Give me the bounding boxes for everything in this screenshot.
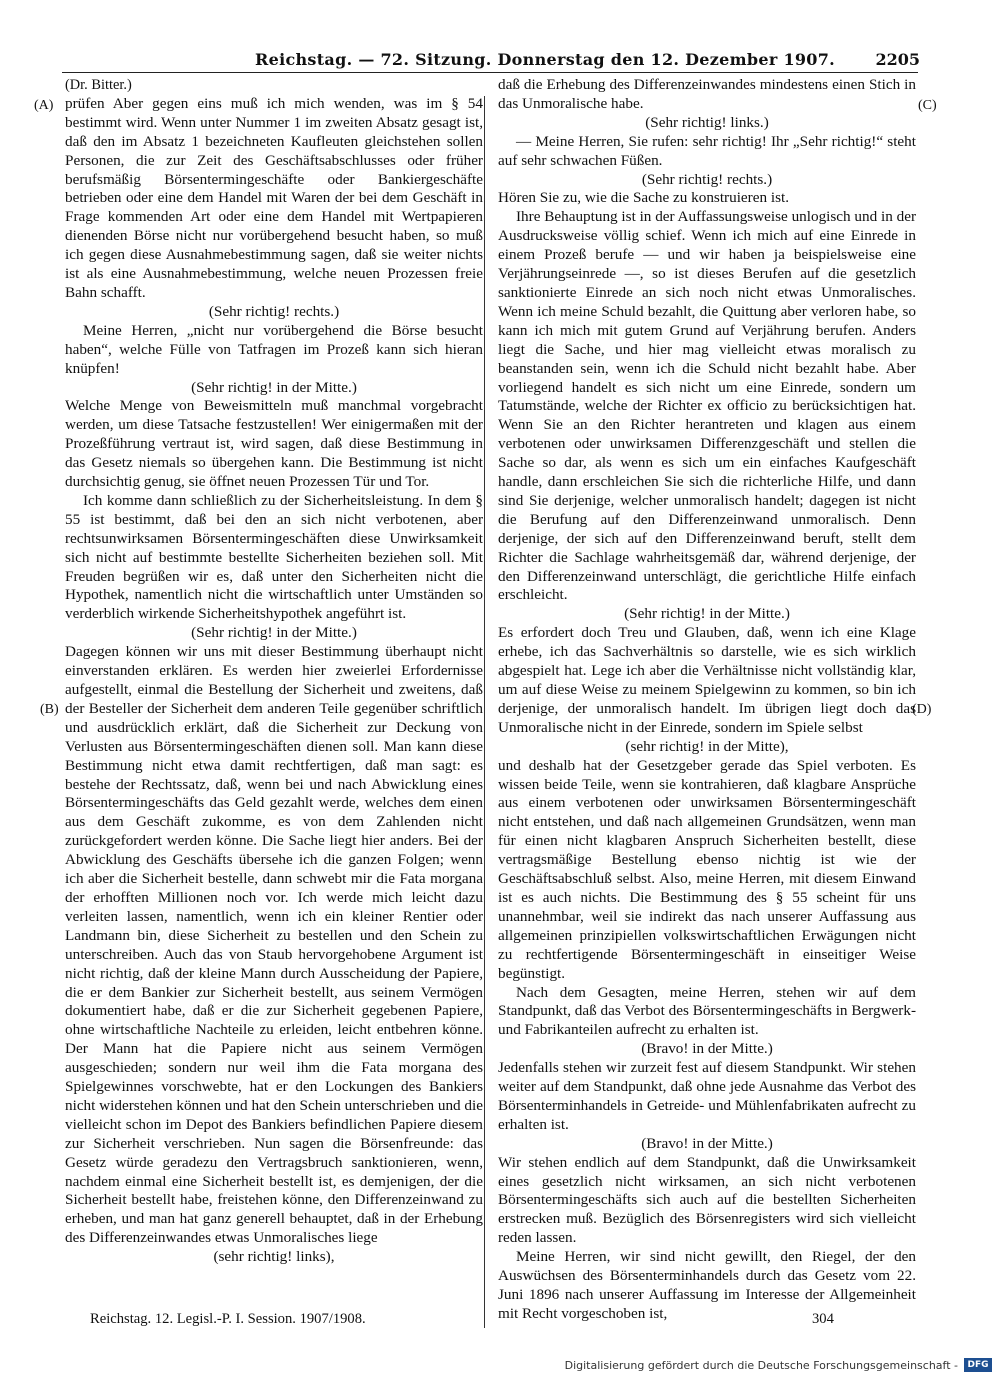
margin-marker-d: (D) <box>912 702 932 717</box>
paragraph: Hören Sie zu, wie die Sache zu konstruieren ist. <box>498 189 790 207</box>
header-title: Reichstag. — 72. Sitzung. Donnerstag den 12. Dezember 1907. <box>255 50 836 69</box>
margin-marker-b: (B) <box>40 702 59 717</box>
speaker-label: (Dr. Bitter.) <box>65 77 132 93</box>
interjection: (Sehr richtig! in der Mitte.) <box>191 624 357 642</box>
paragraph: Welche Menge von Beweismitteln muß manchmal vorgebracht werden, um diese Tatsache festzustellen! Wer einigermaßen mit der Prozeßführung vertraut ist, wird sagen, daß diese Bestimmung in das Gesetz niemals so übergehen kann. Die Bestimmung ist nicht durchsichtig genug, sie öffnet neuen Prozessen Tür und Tor. <box>65 397 483 491</box>
interjection: (Sehr richtig! in der Mitte.) <box>191 378 357 396</box>
interjection: (Bravo! in der Mitte.) <box>641 1134 773 1152</box>
right-column <box>498 76 916 1324</box>
paragraph: daß die Erhebung des Differenzeinwandes mindestens einen Stich in das Unmoralische habe. <box>498 76 916 112</box>
dfg-logo: DFG <box>964 1358 992 1372</box>
paragraph: Dagegen können wir uns mit dieser Bestimmung überhaupt nicht einverstanden erklären. Es werden hier zweierlei Erfordernisse aufgestellt, einmal die Bestellung der Sicherheit und zweitens, daß der Besteller der Sicherheit dem anderen Teile gegenüber schriftlich und ausdrücklich erklärt, daß die Sicherheit zur Deckung von Verlusten aus Börsentermingeschäften dienen soll. Man kann diese Bestimmung nicht etwa damit rechtfertigen, daß man sagt: es bestehe der Rechtssatz, daß, wenn bei und nach Abwicklung eines Börsentermingeschäfts das Geld gezahlt werde, welches dem einen aus dem Geschäft zukomme, es von dem Zahlenden nicht zurückgefordert werden könne. Die Sache liegt hier anders. Bei der Abwicklung des Geschäfts übersehe ich die ganzen Folgen; wenn ich aber die Sicherheit bestelle, dann schwebt mir die Fata morgana der erhofften Millionen noch vor. Ich werde mich leicht dazu verleiten lassen, namentlich, wenn ich ein kleiner Rentier oder Landmann bin, diese Sicherheit zu bestellen und den Schein zu unterschreiben. Auch das von Staub hervorgehobene Argument ist nicht richtig, daß der kleine Mann durch Ausscheidung der Papiere, die er dem Bankier zur Sicherheit bestellt, aus seinem Vermögen dokumentiert habe, daß er die zur Sicherheit gegebenen Papiere, ohne wirtschaftliche Nachteile zu erleiden, leicht entbehren könne. Der Mann hat die Papiere nicht aus seinem Vermögen ausgeschieden; sondern nur weil ihm die Fata morgana des Spielgewinnes vorschwebte, hat er den Lockungen des Bankiers nicht widerstehen können und hat den Schein unterschrieben und die vielleicht schon im Depot des Bankiers befindlichen Papiere diesem zur Sicherheit verschrieben. Nun sagen die Börsenfreunde: das Gesetz würde geradezu den Vertragsbruch sanktionieren, wenn, nachdem einmal eine Sicherheit bestellt ist, es demjenigen, der die Sicherheit bestellt habe, freistehen könne, den Differenzeinwand zu erheben, und man hat ganz generell behauptet, daß in der Erhebung des Differenzeinwandes etwas Unmoralisches liege <box>65 643 483 1247</box>
paragraph: Jedenfalls stehen wir zurzeit fest auf diesem Standpunkt. Wir stehen weiter auf dem Standpunkt, daß ohne jede Ausnahme das Verbot des Börsenterminhandels in Getreide- und Mühlenfabrikaten aufrecht zu erhalten ist. <box>498 1059 916 1133</box>
interjection: (Bravo! in der Mitte.) <box>641 1040 773 1058</box>
paragraph: Nach dem Gesagten, meine Herren, stehen wir auf dem Standpunkt, daß das Verbot des Börsentermingeschäfts in Bergwerk- und Fabrikanteilen aufrecht zu erhalten ist. <box>498 983 916 1039</box>
paragraph: prüfen Aber gegen eins muß ich mich wenden, was im § 54 bestimmt wird. Wenn unter Nummer 1 im zweiten Absatz gesagt ist, daß den im Absatz 1 bezeichneten Kaufleuten gleichstehen sollen Personen, die zur Zeit des Geschäftsabschlusses oder früher berufsmäßig Börsentermingeschäfte oder Bankiergeschäfte betrieben oder eine dem Handel mit Waren der bei dem Geschäft in Frage kommenden Art oder eine dem Handel mit Wertpapieren dienenden Börse nicht nur vorübergehend besucht haben, so muß ich gegen diese Ausnahmebestimmung sagen, daß sie weiter nichts ist als eine Ausnahmebestimmung, welche neuen Prozessen freie Bahn schafft. <box>65 94 483 301</box>
column-divider <box>484 96 485 1328</box>
digitization-credit <box>565 1358 992 1372</box>
paragraph: Meine Herren, „nicht nur vorübergehend die Börse besucht haben“, welche Fülle von Tatfragen im Prozeß kann sich hieran knüpfen! <box>65 321 483 377</box>
paragraph: — Meine Herren, Sie rufen: sehr richtig! Ihr „Sehr richtig!“ steht auf sehr schwachen Füßen. <box>498 132 916 169</box>
interjection: (Sehr richtig! rechts.) <box>208 302 340 320</box>
page-number: 2205 <box>875 50 920 69</box>
footer-session-info: Reichstag. 12. Legisl.-P. I. Session. 1907/1908. <box>90 1311 366 1327</box>
interjection: (sehr richtig! in der Mitte), <box>625 737 789 755</box>
interjection: (Sehr richtig! in der Mitte.) <box>624 605 790 623</box>
credit-text: Digitalisierung gefördert durch die Deutsche Forschungsgemeinschaft - <box>564 1358 958 1372</box>
paragraph: und deshalb hat der Gesetzgeber gerade das Spiel verboten. Es wissen beide Teile, wenn sie kontrahieren, daß klagbare Ansprüche aus einem verbotenen oder unwirksamen Börsentermingeschäft nicht entstehen, und daß nach allgemeinen Grundsätzen, wenn man für einen nicht klagbaren Anspruch Sicherheiten bestellt, diese vertragsmäßige Bestellung ebenso nichtig ist wie der Geschäftsabschluß selbst. Also, meine Herren, mit diesem Einwand ist es auch nichts. Die Bestimmung des § 55 scheint für uns unannehmbar, weil sie indirekt das nach unserer Auffassung aus allgemeinen prinzipiellen volkswirtschaftlichen Erwägungen nicht zu rechtfertigende Börsentermingeschäft in einseitiger Weise begünstigt. <box>498 756 916 982</box>
interjection: (Sehr richtig! links.) <box>645 113 769 131</box>
paragraph: Ihre Behauptung ist in der Auffassungsweise unlogisch und in der Ausdrucksweise völlig schief. Wenn ich mich auf eine Einrede in einem Prozeß berufe — und wir haben ja beispielsweise eine Verjährungseinrede —, so ist dieses Berufen auf die gesetzlich sanktionierte Einrede an sich noch nicht etwas Unmoralisches. Wenn ich meine Schuld bezahlt, die Quittung aber verloren habe, so kann ich mich mit gutem Grund auf Verjährung berufen. Anders liegt die Sache, und hier mag vielleicht etwas moralisch zu beanstanden sein, wenn ich die Schuld nicht bezahlt habe. Aber vorliegend handelt es sich nicht um eine Einrede, sondern um Tatumstände, welche der Richter ex officio zu berücksichtigen hat. Wenn Sie an den Richter herantreten und klagen aus einem verbotenen oder unwirksamen Differenzgeschäft und stellen die Sache so dar, als wenn es sich um ein einfaches Kaufgeschäft handle, dann erschleichen Sie sich die richterliche Hilfe, und dann sind Sie derjenige, welcher unmoralisch handelt; dagegen ist nicht die Berufung auf den Differenzeinwand unmoralisch. Denn derjenige, der sich auf den Differenzeinwand beruft, stellt dem Richter die Sachlage wahrheitsgemäß dar, während derjenige, der den Differenzeinwand unterschlägt, die gerichtliche Hilfe einfach erschleicht. <box>498 208 917 604</box>
footer-sheet-number: 304 <box>812 1311 834 1327</box>
paragraph: Es erfordert doch Treu und Glauben, daß, wenn ich eine Klage erhebe, ich das Sachverhältnis so darstelle, wie es sich wirklich abgespielt hat. Lege ich aber die Verhältnisse nicht vollständig klar, um auf diese Weise zu meinem Spielgewinn zu kommen, so bin ich derjenige, der unmoralisch handelt. Im übrigen liegt doch das Unmoralische nicht in der Einrede, sondern im Spiele selbst <box>498 624 916 736</box>
interjection: (Sehr richtig! rechts.) <box>641 170 773 188</box>
paragraph: Meine Herren, wir sind nicht gewillt, den Riegel, der den Auswüchsen des Börsenterminhandels durch das Gesetz vom 22. Juni 1896 nach unserer Auffassung im Interesse der Allgemeinheit mit Recht vorgeschoben ist, <box>498 1248 916 1322</box>
margin-marker-c: (C) <box>918 98 937 113</box>
interjection: (sehr richtig! links), <box>213 1248 335 1266</box>
margin-marker-a: (A) <box>34 98 54 113</box>
left-column <box>65 76 483 1267</box>
paragraph: Ich komme dann schließlich zu der Sicherheitsleistung. In dem § 55 ist bestimmt, daß bei den an sich nicht verbotenen, aber rechtsunwirksamen Börsentermingeschäften diese Unwirksamkeit sich nicht auf bestimmte bestellte Sicherheiten beziehen soll. Mit Freuden begrüßen wir es, daß unter den Sicherheiten nicht die Hypothek, namentlich nicht die wirtschaftlich unter Umständen so verderblich wirkende Sicherheitshypothek angeführt ist. <box>65 491 483 623</box>
running-header <box>60 50 920 74</box>
paragraph: Wir stehen endlich auf dem Standpunkt, daß die Unwirksamkeit eines gesetzlich nicht wirksamen, an sich nicht verbotenen Börsentermingeschäfts sich auch auf die bestellten Sicherheiten erstrecken muß. Bezüglich des Börsenregisters wird sich vielleicht reden lassen. <box>498 1153 916 1247</box>
header-rule <box>62 72 918 73</box>
